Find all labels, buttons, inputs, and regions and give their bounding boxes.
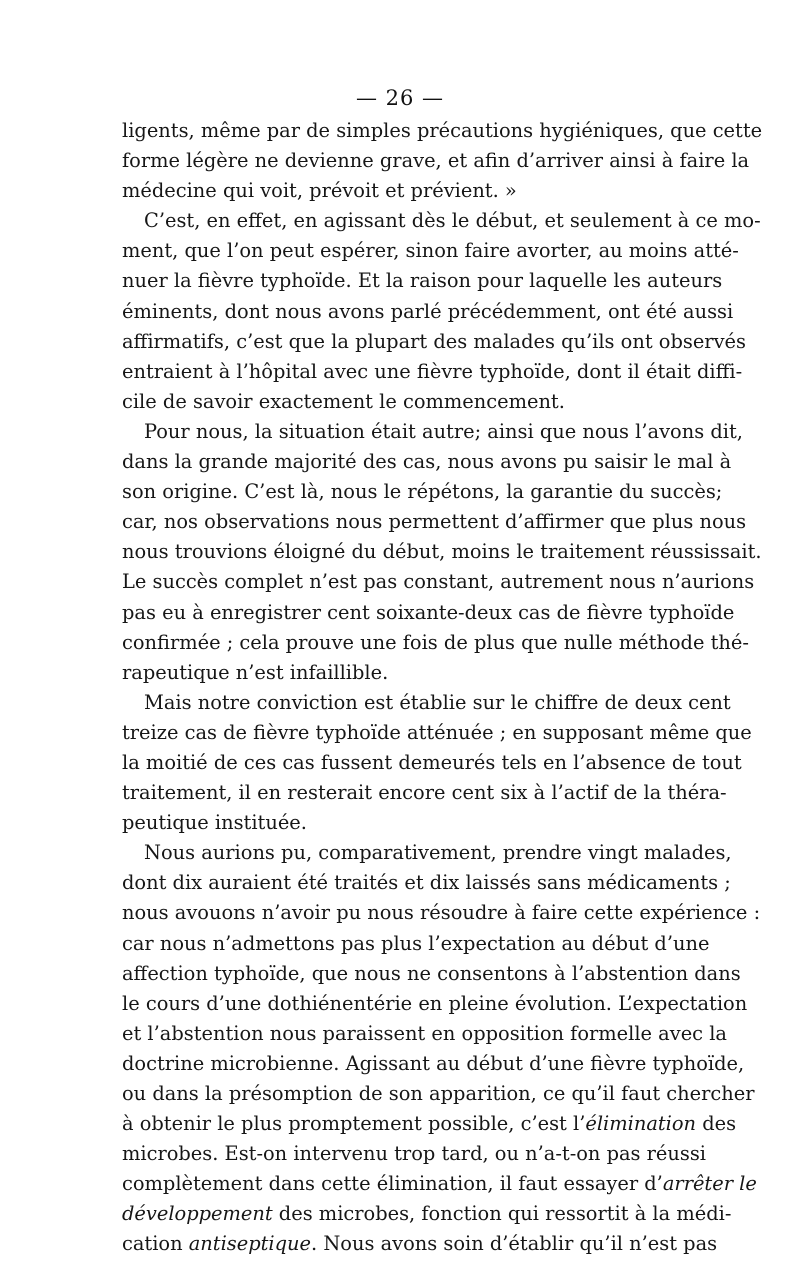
text-line: nuer la fièvre typhoïde. Et la raison pour laquelle les auteurs	[122, 269, 723, 293]
text-line: traitement, il en resterait encore cent six à l’actif de la théra-	[122, 781, 727, 805]
text-line: microbes. Est-on intervenu trop tard, ou n’a-t-on pas réussi	[122, 1142, 706, 1166]
text-line: cile de savoir exactement le commencement.	[122, 389, 565, 413]
text-line: affection typhoïde, que nous ne consentons à l’abstention dans	[122, 961, 741, 985]
text-line: développement des microbes, fonction qui ressortit à la médi-	[122, 1202, 732, 1226]
italic-term: arrêter le	[662, 1172, 757, 1196]
text-line: C’est, en effet, en agissant dès le début, et seulement à ce mo-	[144, 209, 761, 233]
text-line: car, nos observations nous permettent d’affirmer que plus nous	[122, 510, 747, 534]
text-line: doctrine microbienne. Agissant au début d’une fièvre typhoïde,	[122, 1051, 745, 1075]
text-line: et l’abstention nous paraissent en opposition formelle avec la	[122, 1021, 727, 1045]
italic-term: développement	[122, 1202, 273, 1226]
body-text	[122, 116, 763, 1260]
text-line: cation antiseptique. Nous avons soin d’établir qu’il n’est pas	[122, 1232, 718, 1256]
text-line: ment, que l’on peut espérer, sinon faire avorter, au moins atté-	[122, 239, 739, 263]
text-line: pas eu à enregistrer cent soixante-deux cas de fièvre typhoïde	[122, 600, 735, 624]
text-line: confirmée ; cela prouve une fois de plus que nulle méthode thé-	[122, 630, 749, 654]
text-line: éminents, dont nous avons parlé précédemment, ont été aussi	[122, 299, 734, 323]
italic-term: élimination	[585, 1112, 697, 1136]
text-line: la moitié de ces cas fussent demeurés tels en l’absence de tout	[122, 750, 742, 774]
text-line: entraient à l’hôpital avec une fièvre typhoïde, dont il était diffi-	[122, 359, 743, 383]
text-line: complètement dans cette élimination, il faut essayer d’arrêter le	[122, 1172, 757, 1196]
text-line: dans la grande majorité des cas, nous avons pu saisir le mal à	[122, 450, 732, 474]
text-line: car nous n’admettons pas plus l’expectation au début d’une	[122, 931, 710, 955]
text-line: nous avouons n’avoir pu nous résoudre à faire cette expérience :	[122, 901, 761, 925]
text-line: rapeutique n’est infaillible.	[122, 660, 389, 684]
text-line: Pour nous, la situation était autre; ainsi que nous l’avons dit,	[144, 419, 743, 443]
text-line: forme légère ne devienne grave, et afin d’arriver ainsi à faire la	[122, 149, 750, 173]
text-line: Mais notre conviction est établie sur le chiffre de deux cent	[144, 690, 731, 714]
text-line: Le succès complet n’est pas constant, autrement nous n’aurions	[122, 570, 755, 594]
text-line: dont dix auraient été traités et dix laissés sans médicaments ;	[122, 871, 731, 895]
text-line: treize cas de fièvre typhoïde atténuée ; en supposant même que	[122, 720, 752, 744]
text-line: Nous aurions pu, comparativement, prendre vingt malades,	[144, 841, 732, 865]
text-line: peutique instituée.	[122, 811, 307, 835]
text-line: son origine. C’est là, nous le répétons, la garantie du succès;	[122, 480, 723, 504]
page-number: — 26 —	[355, 86, 445, 110]
text-line: affirmatifs, c’est que la plupart des malades qu’ils ont observés	[122, 329, 746, 353]
text-line: le cours d’une dothiénentérie en pleine évolution. L’expectation	[122, 991, 748, 1015]
text-line: ou dans la présomption de son apparition, ce qu’il faut chercher	[122, 1082, 755, 1105]
italic-term: antiseptique	[188, 1232, 312, 1256]
text-line: nous trouvions éloigné du début, moins le traitement réussissait.	[122, 540, 762, 564]
text-line: ligents, même par de simples précautions hygiéniques, que cette	[122, 119, 763, 142]
text-line: médecine qui voit, prévoit et prévient. »	[122, 179, 517, 203]
text-lines	[122, 116, 763, 1109]
text-line: à obtenir le plus promptement possible, c’est l’élimination des	[122, 1112, 737, 1136]
